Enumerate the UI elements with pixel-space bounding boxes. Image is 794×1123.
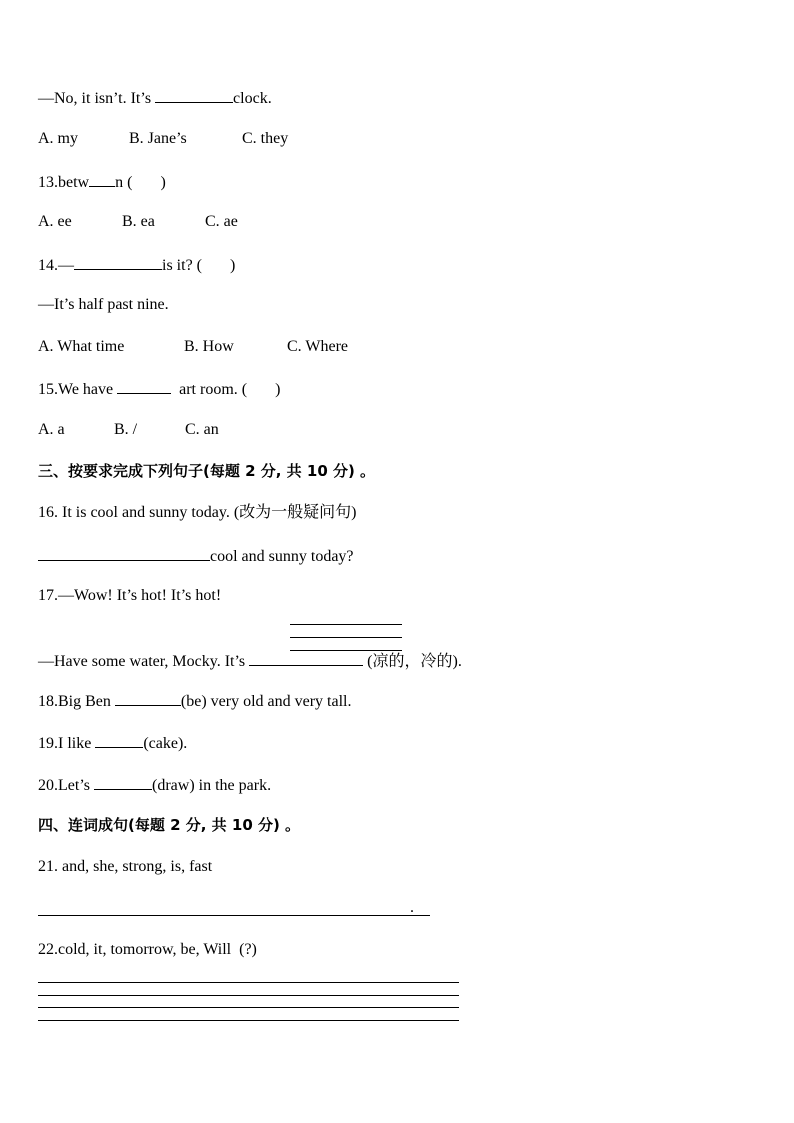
- q13-blank[interactable]: [89, 171, 115, 187]
- q20-suffix: (draw) in the park.: [152, 777, 272, 794]
- q17-line1: 17.—Wow! It’s hot! It’s hot!: [38, 587, 222, 604]
- q14-stem-prefix: 14.—: [38, 257, 74, 274]
- q15-blank[interactable]: [117, 378, 171, 394]
- q12-options: [38, 129, 288, 149]
- q15-option-c[interactable]: C. an: [185, 421, 219, 438]
- q20-blank[interactable]: [94, 774, 152, 790]
- q15-stem-suffix: art room. ( ): [171, 381, 281, 398]
- section3-title: 三、按要求完成下列句子(每题 2 分, 共 10 分) 。: [38, 462, 376, 480]
- q17-blank-line-1[interactable]: [290, 624, 402, 625]
- q12-option-c[interactable]: C. they: [242, 130, 289, 147]
- q16-blank[interactable]: [38, 545, 210, 561]
- q22-answer-line-1[interactable]: [38, 982, 459, 983]
- q17-line2-suffix: (凉的，冷的).: [363, 653, 462, 670]
- q13-stem-b: n ( ): [115, 174, 166, 191]
- q17-line2: [38, 650, 462, 672]
- q16-answer-suffix: cool and sunny today?: [210, 548, 354, 565]
- q19: [38, 732, 187, 754]
- q14-stem: [38, 254, 235, 276]
- q12-answer-line: [38, 87, 272, 109]
- q21-answer-line[interactable]: [38, 915, 430, 916]
- q15-option-a[interactable]: A. a: [38, 421, 65, 438]
- q18-suffix: (be) very old and very tall.: [180, 693, 352, 710]
- q13-option-b[interactable]: B. ea: [122, 213, 155, 230]
- q15-stem-prefix: 15.We have: [38, 381, 118, 398]
- q14-stem-suffix: is it? ( ): [162, 257, 236, 274]
- q22-answer-line-2[interactable]: [38, 995, 459, 996]
- q13-options: [38, 212, 238, 232]
- q12-option-a[interactable]: A. my: [38, 130, 78, 147]
- q18: [38, 690, 352, 712]
- q17-blank-line-2[interactable]: [290, 637, 402, 638]
- q13-stem: [38, 171, 166, 193]
- q17-line2-prefix: —Have some water, Mocky. It’s: [38, 653, 250, 670]
- q18-prefix: 18.Big Ben: [38, 693, 115, 710]
- q15-options: [38, 420, 219, 440]
- q15-stem: [38, 378, 280, 400]
- q22-stem: 22.cold, it, tomorrow, be, Will (?): [38, 941, 257, 958]
- q12-option-b[interactable]: B. Jane’s: [129, 130, 187, 147]
- q22-answer-line-3[interactable]: [38, 1007, 459, 1008]
- q20: [38, 774, 271, 796]
- q19-prefix: 19.I like: [38, 735, 96, 752]
- q18-blank[interactable]: [115, 690, 181, 706]
- q19-suffix: (cake).: [143, 735, 188, 752]
- q13-stem-a: 13.betw: [38, 174, 90, 191]
- q12-prefix: —No, it isn’t. It’s: [38, 90, 156, 107]
- q13-option-a[interactable]: A. ee: [38, 213, 72, 230]
- q16-stem: 16. It is cool and sunny today. (改为一般疑问句): [38, 504, 357, 521]
- q14-option-a[interactable]: A. What time: [38, 338, 125, 355]
- section4-title: 四、连词成句(每题 2 分, 共 10 分) 。: [38, 816, 301, 834]
- q14-answer: —It’s half past nine.: [38, 296, 169, 313]
- q21-stem: 21. and, she, strong, is, fast: [38, 858, 213, 875]
- q21-end-mark: .: [410, 899, 414, 916]
- q17-blank[interactable]: [249, 650, 363, 666]
- q14-option-b[interactable]: B. How: [184, 338, 234, 355]
- q14-option-c[interactable]: C. Where: [287, 338, 349, 355]
- q19-blank[interactable]: [95, 732, 143, 748]
- q14-blank[interactable]: [74, 254, 162, 270]
- q13-option-c[interactable]: C. ae: [205, 213, 238, 230]
- q16-answer-line: [38, 545, 354, 567]
- q14-options: [38, 337, 348, 357]
- q15-option-b[interactable]: B. /: [114, 421, 138, 438]
- q12-suffix: clock.: [233, 90, 272, 107]
- q20-prefix: 20.Let’s: [38, 777, 94, 794]
- q12-blank[interactable]: [155, 87, 233, 103]
- q22-answer-line-4[interactable]: [38, 1020, 459, 1021]
